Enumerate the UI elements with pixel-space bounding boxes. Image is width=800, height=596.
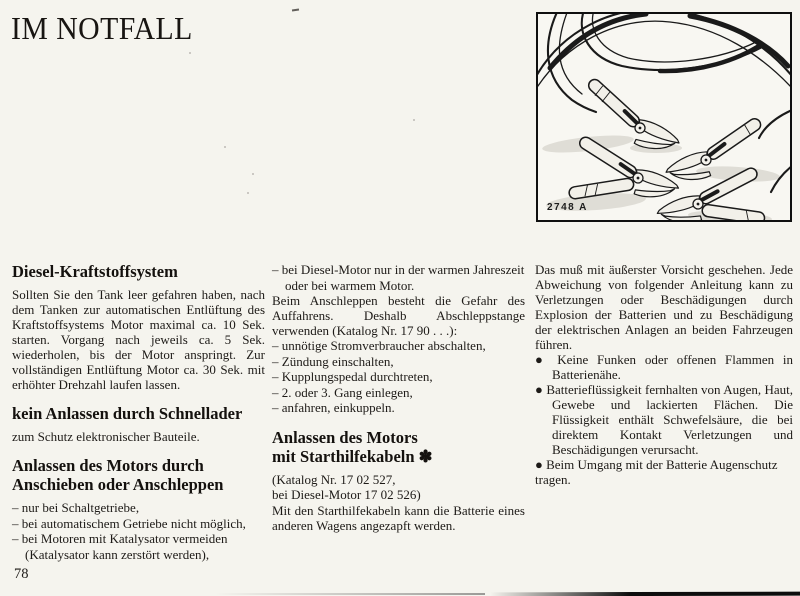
page-number: 78	[14, 566, 29, 582]
dash-list-item: – nur bei Schaltgetriebe,	[12, 500, 140, 515]
column-right	[535, 262, 793, 487]
scan-speck	[247, 192, 249, 194]
jumper-cables-illustration	[538, 14, 790, 220]
dash-list	[12, 500, 265, 562]
heading-line: Anlassen des Motors	[272, 427, 418, 447]
scan-edge-artifact	[490, 592, 800, 596]
heading-anschieben-anschleppen	[12, 456, 265, 494]
paragraph-vorsicht: Das muß mit äußerster Vorsicht geschehen. Jede Abweichung von folgender Anleitung kann zu Verletzungen oder Beschädigungen durch Explosion der Batterien und zu Beschädigung der elektrischen Anlagen an beiden Fahrzeugen führen.	[535, 262, 793, 352]
figure-frame	[536, 12, 792, 222]
dash-list-item: – bei Diesel-Motor nur in der warmen Jahreszeit oder bei warmem Motor.	[272, 262, 525, 293]
bullet-list-item: ● Keine Funken oder offenen Flammen in Batterienähe.	[535, 352, 793, 382]
column-left	[12, 262, 265, 562]
heading-starthilfekabel	[272, 428, 525, 466]
paragraph-schutz-bauteile: zum Schutz elektronischer Bauteile.	[12, 429, 200, 444]
dash-list-item: – Kupplungspedal durchtreten,	[272, 369, 433, 384]
scan-speck	[224, 146, 226, 148]
heading-diesel-kraftstoffsystem: Diesel-Kraftstoffsystem	[12, 262, 178, 281]
dash-list-item: – 2. oder 3. Gang einlegen,	[272, 384, 413, 400]
column-middle	[272, 262, 525, 533]
heading-line: Anlassen des Motors durch	[12, 456, 204, 475]
dash-list-item: – bei Motoren mit Katalysator vermeiden (Katalysator kann zerstört werden),	[12, 531, 228, 562]
scan-speck	[252, 173, 254, 175]
scan-speck	[413, 119, 415, 121]
dash-list-item: – bei automatischem Getriebe nicht möglich,	[12, 515, 246, 531]
figure-label: 2748 A	[547, 202, 588, 213]
paragraph-starthilfekabel: Mit den Starthilfekabeln kann die Batterie eines anderen Wagens angezapft werden.	[272, 502, 525, 533]
bullet-list	[535, 352, 793, 487]
dash-list-item: – anfahren, einkuppeln.	[272, 400, 395, 415]
scan-speck	[189, 52, 191, 54]
heading-line: mit Starthilfekabeln ✽	[272, 446, 433, 466]
page-title: IM NOTFALL	[11, 10, 193, 46]
paragraph-anschleppen-gefahr: Beim Anschleppen besteht die Gefahr des Auffahrens. Deshalb Abschleppstange verwenden (Katalog Nr. 17 90 . . .):	[272, 293, 525, 338]
heading-kein-schnellader: kein Anlassen durch Schnellader	[12, 404, 243, 423]
dash-list-item: – unnötige Stromverbraucher abschalten,	[272, 338, 486, 353]
dash-list	[272, 338, 525, 416]
catalog-number-line: bei Diesel-Motor 17 02 526)	[272, 487, 421, 502]
catalog-number-line: (Katalog Nr. 17 02 527,	[272, 471, 396, 487]
paragraph-diesel-entlueftung: Sollten Sie den Tank leer gefahren haben, nach dem Tanken zur automatischen Entlüftung des Kraftstoffsystems Motor maximal ca. 10 Sek. starten. Vorgang nach jeweils ca. 5 Sek. wiederholen, bis der Motor anspringt. Zur vollständigen Entlüftung Motor ca. 30 Sek. mit erhöhter Drehzahl laufen lassen.	[12, 287, 265, 392]
heading-line: Anschieben oder Anschleppen	[12, 475, 224, 494]
bullet-list-item: ● Beim Umgang mit der Batterie Augenschutz tragen.	[535, 457, 778, 487]
scan-edge-artifact	[215, 593, 485, 595]
bullet-list-item: ● Batterieflüssigkeit fernhalten von Augen, Haut, Gewebe und lackierten Flächen. Die Flüssigkeit enthält Schwefelsäure, die bei direktem Kontakt Verletzungen und Beschädigungen verursacht.	[535, 382, 793, 457]
dash-list-item: – Zündung einschalten,	[272, 353, 394, 369]
scan-speck	[292, 9, 299, 12]
